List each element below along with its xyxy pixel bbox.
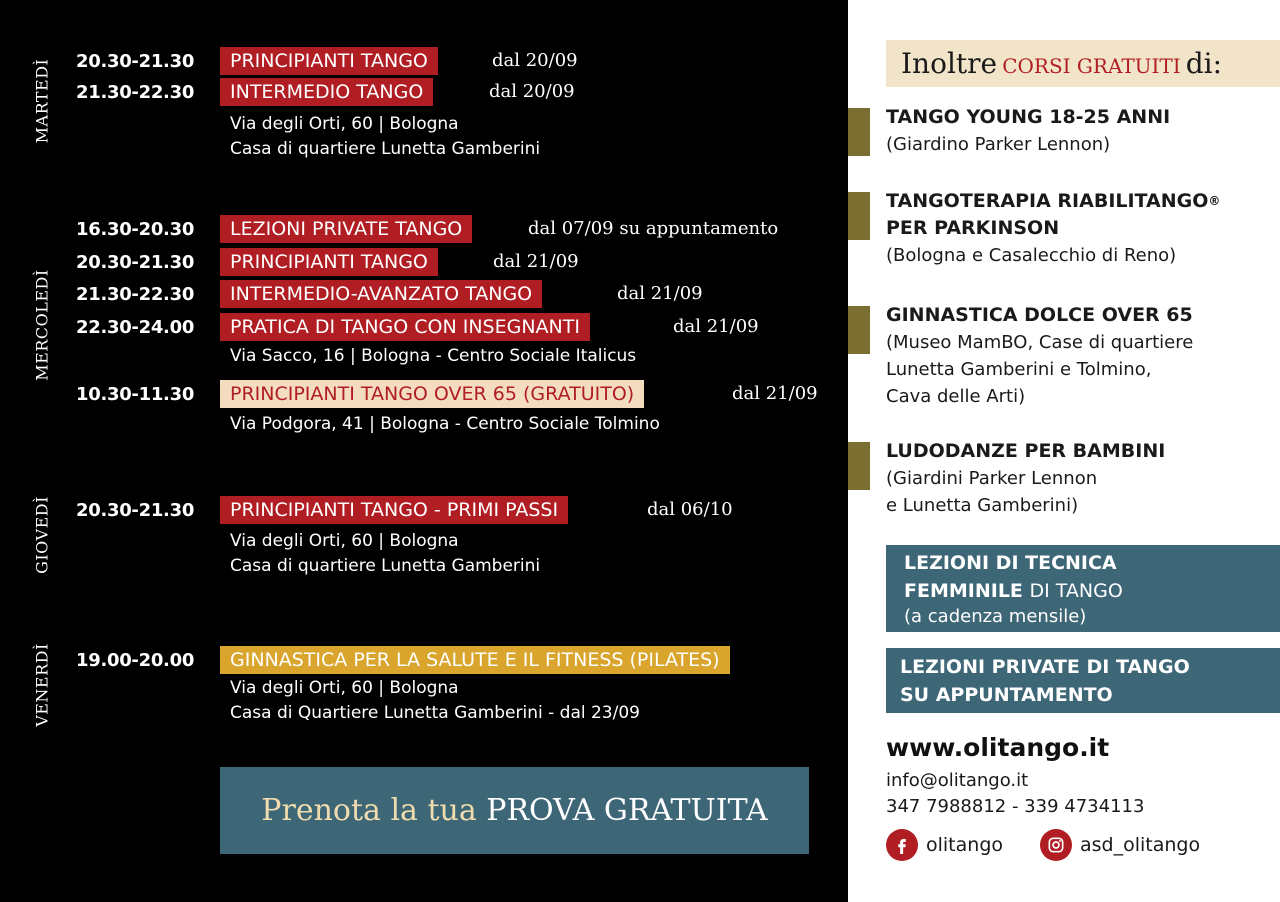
free-course-item: LUDODANZE PER BAMBINI (Giardini Parker Lennon e Lunetta Gamberini): [886, 440, 1166, 516]
schedule-row: [0, 496, 848, 524]
website-link[interactable]: www.olitango.it: [886, 733, 1110, 762]
time-slot: 20.30-21.30: [76, 500, 195, 521]
day-label-giovedi: GIOVEDÌ: [32, 496, 52, 574]
time-slot: 19.00-20.00: [76, 650, 195, 671]
course-label: PRINCIPIANTI TANGO: [220, 47, 438, 75]
free-trial-button[interactable]: Prenota la tua PROVA GRATUITA: [220, 767, 809, 854]
venue-address: Via Podgora, 41 | Bologna - Centro Sociale Tolmino: [230, 414, 660, 434]
day-label-venerdi: VENERDÌ: [32, 643, 52, 727]
schedule-row: [0, 380, 848, 408]
olive-marker: [848, 442, 870, 490]
course-label: PRINCIPIANTI TANGO - PRIMI PASSI: [220, 496, 568, 524]
free-course-item: TANGO YOUNG 18-25 ANNI (Giardino Parker Lennon): [886, 106, 1171, 155]
day-label-martedi: MARTEDÌ: [32, 58, 52, 144]
instagram-link[interactable]: asd_olitango: [1040, 829, 1200, 861]
start-date: dal 20/09: [492, 50, 578, 71]
time-slot: 21.30-22.30: [76, 82, 195, 103]
time-slot: 22.30-24.00: [76, 317, 195, 338]
start-date: dal 21/09: [673, 316, 759, 337]
start-date: dal 07/09 su appuntamento: [528, 218, 779, 239]
time-slot: 20.30-21.30: [76, 51, 195, 72]
course-label: INTERMEDIO-AVANZATO TANGO: [220, 280, 542, 308]
day-label-mercoledi: MERCOLEDÌ: [32, 269, 52, 381]
free-course-item: GINNASTICA DOLCE OVER 65 (Museo MamBO, Case di quartiere Lunetta Gamberini e Tolmino, Cava delle Arti): [886, 304, 1194, 407]
venue-address: Via degli Orti, 60 | Bologna Casa di quartiere Lunetta Gamberini: [230, 114, 541, 159]
email-link[interactable]: info@olitango.it: [886, 770, 1029, 791]
schedule-row: [0, 78, 848, 106]
olive-marker: [848, 306, 870, 354]
schedule-row: [0, 646, 848, 674]
time-slot: 10.30-11.30: [76, 384, 195, 405]
schedule-row: [0, 47, 848, 75]
olive-marker: [848, 108, 870, 156]
private-lessons-box: LEZIONI PRIVATE DI TANGO SU APPUNTAMENTO: [886, 648, 1280, 713]
start-date: dal 21/09: [493, 251, 579, 272]
venue-address: Via Sacco, 16 | Bologna - Centro Sociale Italicus: [230, 346, 637, 366]
course-label: LEZIONI PRIVATE TANGO: [220, 215, 472, 243]
schedule-row: [0, 248, 848, 276]
facebook-icon: [886, 829, 918, 861]
free-courses-banner: Inoltre CORSI GRATUITI di:: [886, 40, 1280, 87]
course-label: GINNASTICA PER LA SALUTE E IL FITNESS (PILATES): [220, 646, 730, 674]
technique-lessons-box: LEZIONI DI TECNICA FEMMINILE DI TANGO (a cadenza mensile): [886, 545, 1280, 632]
venue-address: Via degli Orti, 60 | Bologna Casa di Quartiere Lunetta Gamberini - dal 23/09: [230, 678, 640, 723]
schedule-row: [0, 215, 848, 243]
time-slot: 20.30-21.30: [76, 252, 195, 273]
free-course-item: TANGOTERAPIA RIABILITANGO® PER PARKINSON (Bologna e Casalecchio di Reno): [886, 190, 1221, 266]
olive-marker: [848, 192, 870, 240]
time-slot: 21.30-22.30: [76, 284, 195, 305]
course-label: PRINCIPIANTI TANGO: [220, 248, 438, 276]
venue-address: Via degli Orti, 60 | Bologna Casa di quartiere Lunetta Gamberini: [230, 531, 541, 576]
phone-numbers: 347 7988812 - 339 4734113: [886, 796, 1145, 817]
course-label: PRINCIPIANTI TANGO OVER 65 (GRATUITO): [220, 380, 644, 408]
instagram-icon: [1040, 829, 1072, 861]
start-date: dal 20/09: [489, 81, 575, 102]
start-date: dal 21/09: [617, 283, 703, 304]
course-label: INTERMEDIO TANGO: [220, 78, 433, 106]
course-label: PRATICA DI TANGO CON INSEGNANTI: [220, 313, 590, 341]
start-date: dal 21/09: [732, 383, 818, 404]
time-slot: 16.30-20.30: [76, 219, 195, 240]
schedule-row: [0, 313, 848, 341]
start-date: dal 06/10: [647, 499, 733, 520]
facebook-link[interactable]: olitango: [886, 829, 1003, 861]
info-panel: [848, 0, 1280, 902]
schedule-row: [0, 280, 848, 308]
